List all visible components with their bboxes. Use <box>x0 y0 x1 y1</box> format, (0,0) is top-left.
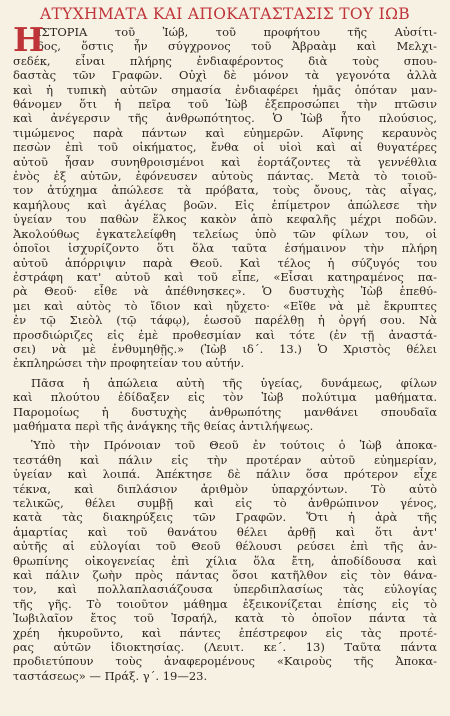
text-line: θάνομεν ὅτι ἡ πεῖρα τοῦ Ἰὼβ ἐξεπροσώπει τὴν πτῶσιν <box>13 97 437 112</box>
text-line: Ὑπὸ τὴν Πρόνοιαν τοῦ Θεοῦ ἐν τούτοις ὁ Ἰὼβ ἀποκα- <box>31 438 437 453</box>
text-line: αὐτοῦ ἀπόρριψιν παρὰ Θεοῦ. Καὶ τέλος ἡ σύζυγός του <box>13 255 437 270</box>
text-line: ἑνὸς ἐξ αὐτῶν, ἐφόνευσεν αὐτοὺς πάντας. Μετὰ τὸ τοιοῦ- <box>13 169 437 184</box>
paragraph-2 <box>13 376 437 434</box>
text-line: Ἀκολούθως ἐγκατελείφθη τελείως ὑπὸ τῶν φίλων του, οἱ <box>13 226 437 241</box>
text-line: καὶ ἀνέγερσιν τῆς ἀνθρωπότητος. Ὁ Ἰὼβ ἦτο πλούσιος, <box>13 111 437 126</box>
text-line: τον ἀτύχημα ἀπώλεσε τὰ πρόβατα, τοὺς ὄνους, τὰς αἶγας, <box>13 183 437 198</box>
text-line: τελικῶς, θέλει συμβῇ καὶ εἰς τὸ ἀνθρώπινον γένος, <box>13 496 437 510</box>
text-line: ὑγείαν του παθὼν ἕλκος κακὸν ἀπὸ κεφαλῆς μέχρι ποδῶν. <box>13 212 437 227</box>
text-line: προδιετύπουν τοὺς ἀναφερομένους «Καιροὺς τῆς Ἀποκα- <box>13 654 437 669</box>
paragraph-1 <box>13 20 437 371</box>
text-line: κατὰ τὰς διακηρύξεις τῶν Γραφῶν. Ὅτι ἡ ἀρὰ τῆς <box>13 510 437 525</box>
text-line: ἐστράφη κατ' αὐτοῦ καὶ τοῦ εἶπε, «Εἶσαι κατηραμένος πα- <box>13 269 437 284</box>
text-line: πεσὼν ἐπὶ τοῦ οἰκήματος, ἔνθα οἱ υἱοὶ καὶ αἱ θυγατέρες <box>13 140 437 155</box>
text-line: ταστάσεως» — Πράξ. γ΄. 19—23. <box>13 668 208 683</box>
text-line: ΙΣΤΟΡΙΑ τοῦ Ἰώβ, τοῦ προφήτου τῆς Αὐσίτι- <box>37 25 437 39</box>
text-line: ρὰ Θεοῦ· εἶθε νὰ ἀπέθνησκες». Ὁ δυστυχὴς Ἰὼβ ἐπεθύ- <box>13 284 437 299</box>
text-line: ὑγείαν καὶ λοιπά. Ἀπέκτησε δὲ πάλιν ὅσα πρότερον εἶχε <box>13 467 437 482</box>
text-line: καὶ ἡ τυπικὴ αὐτῶν σημασία ἐνδιαφέρει ἡμᾶς ὁπόταν μαν- <box>13 82 437 97</box>
text-line: καὶ πάλιν ζωὴν πρὸς πάντας ὅσοι κατῆλθον εἰς τὸν θάνα- <box>13 568 437 583</box>
text-line: τον, καὶ πολλαπλασιάζουσα ὑπερδιπλασίως τὰς εὐλογίας <box>13 582 437 597</box>
text-line: ρας αὐτῶν ἰδιοκτησίας. (Λευιτ. κε΄. 13) Ταῦτα πάντα <box>13 640 437 655</box>
text-line: ἐκπληρώσει τὴν προφητείαν του αὐτήν. <box>13 356 245 371</box>
text-line: καμήλους καὶ ἀγέλας βοῶν. Εἰς ἐπίμετρον ἀπώλεσε τὴν <box>13 197 437 212</box>
text-line: ἁμαρτίας καὶ τοῦ θανάτου θέλει ἀρθῇ καὶ ὅτι ἀντ' <box>13 524 437 539</box>
drop-cap: Η <box>13 20 45 59</box>
text-line: σει) νὰ μὲ ἐνθυμηθῇς.» (Ἰὼβ ιδ΄. 13.) Ὁ Χριστὸς θέλει <box>13 341 437 356</box>
text-line: σεδέκ, εἶναι πλήρης ἐνδιαφέροντος διὰ τοὺς σπου- <box>13 53 437 68</box>
text-line: ἐν τῷ Σιεὸλ (τῷ τάφῳ), ἑωσοῦ παρέλθῃ ἡ ὀργή σου. Νὰ <box>13 313 437 328</box>
text-line: μαθήματα περὶ τῆς ἀνάγκης τῆς θείας ἀντιλήψεως. <box>13 418 314 433</box>
article-title: ΑΤΥΧΗΜΑΤΑ ΚΑΙ ΑΠΟΚΑΤΑΣΤΑΣΙΣ ΤΟΥ ΙΩΒ <box>40 5 410 23</box>
text-line: τῆς γῆς. Τὸ τοιοῦτον μάθημα ἐξεικονίζεται ἐπίσης εἰς τὸ <box>13 596 437 611</box>
text-line: τεστάθη καὶ πάλιν εἰς τὴν προτέραν αὐτοῦ εὐημερίαν, <box>13 452 437 467</box>
text-line: θρωπίνης οἰκογενείας ἐπὶ χίλια ὅλα ἔτη, ἀποδίδουσα καὶ <box>13 553 437 568</box>
text-line: Πᾶσα ἡ ἀπώλεια αὐτὴ τῆς ὑγείας, δυνάμεως, φίλων <box>31 375 437 390</box>
text-line: δος, ὅστις ἦν σύγχρονος τοῦ Ἀβραὰμ καὶ Μελχι- <box>37 39 437 54</box>
text-line: Παρομοίως ἡ δυστυχὴς ἀνθρωπότης μανθάνει σπουδαῖα <box>13 404 437 419</box>
text-line: τιμώμενος παρὰ πάντων καὶ εὐημερῶν. Αἴφνης κεραυνὸς <box>13 125 437 140</box>
text-line: αὐτῆς αἱ εὐλογίαι τοῦ Θεοῦ θέλουσι ρεύσει ἐπὶ τῆς ἀν- <box>13 539 437 554</box>
text-line: προσδιώριζες εἰς ἐμὲ προθεσμίαν καὶ τότε (ἐν τῇ ἀναστά- <box>13 327 437 342</box>
text-line: τέκνα, καὶ διπλάσιον ἀριθμὸν ὑπαρχόντων. Τὸ αὐτὸ <box>13 481 437 496</box>
paragraph-3 <box>13 438 437 683</box>
text-line: καὶ πλούτου ἐδίδαξεν εἰς τὸν Ἰὼβ πολύτιμα μαθήματα. <box>13 390 437 405</box>
text-line: αὐτοῦ ἦσαν συνηθροισμένοι καὶ ἑορτάζοντες τὰ γεννέθλια <box>13 154 437 169</box>
text-line: ὁποῖοι ἰσχυρίζοντο ὅτι ὅλα ταῦτα ἐσήμαινον τὴν πλήρη <box>13 241 437 256</box>
text-line: Ἰωβιλαῖον ἔτος τοῦ Ἰσραήλ, κατὰ τὸ ὁποῖον πάντα τὰ <box>13 611 437 626</box>
text-line: χρέη ἠκυροῦντο, καὶ πάντες ἐπέστρεφον εἰς τὰς προτέ- <box>13 625 437 640</box>
text-line: μει καὶ αὐτὸς τὸ ἴδιον καὶ ηὔχετο· «Εἴθε νὰ μὲ ἔκρυπτες <box>13 298 437 313</box>
text-line: δαστὰς τῶν Γραφῶν. Οὐχὶ δὲ μόνον τὰ γεγονότα ἀλλὰ <box>13 68 437 83</box>
